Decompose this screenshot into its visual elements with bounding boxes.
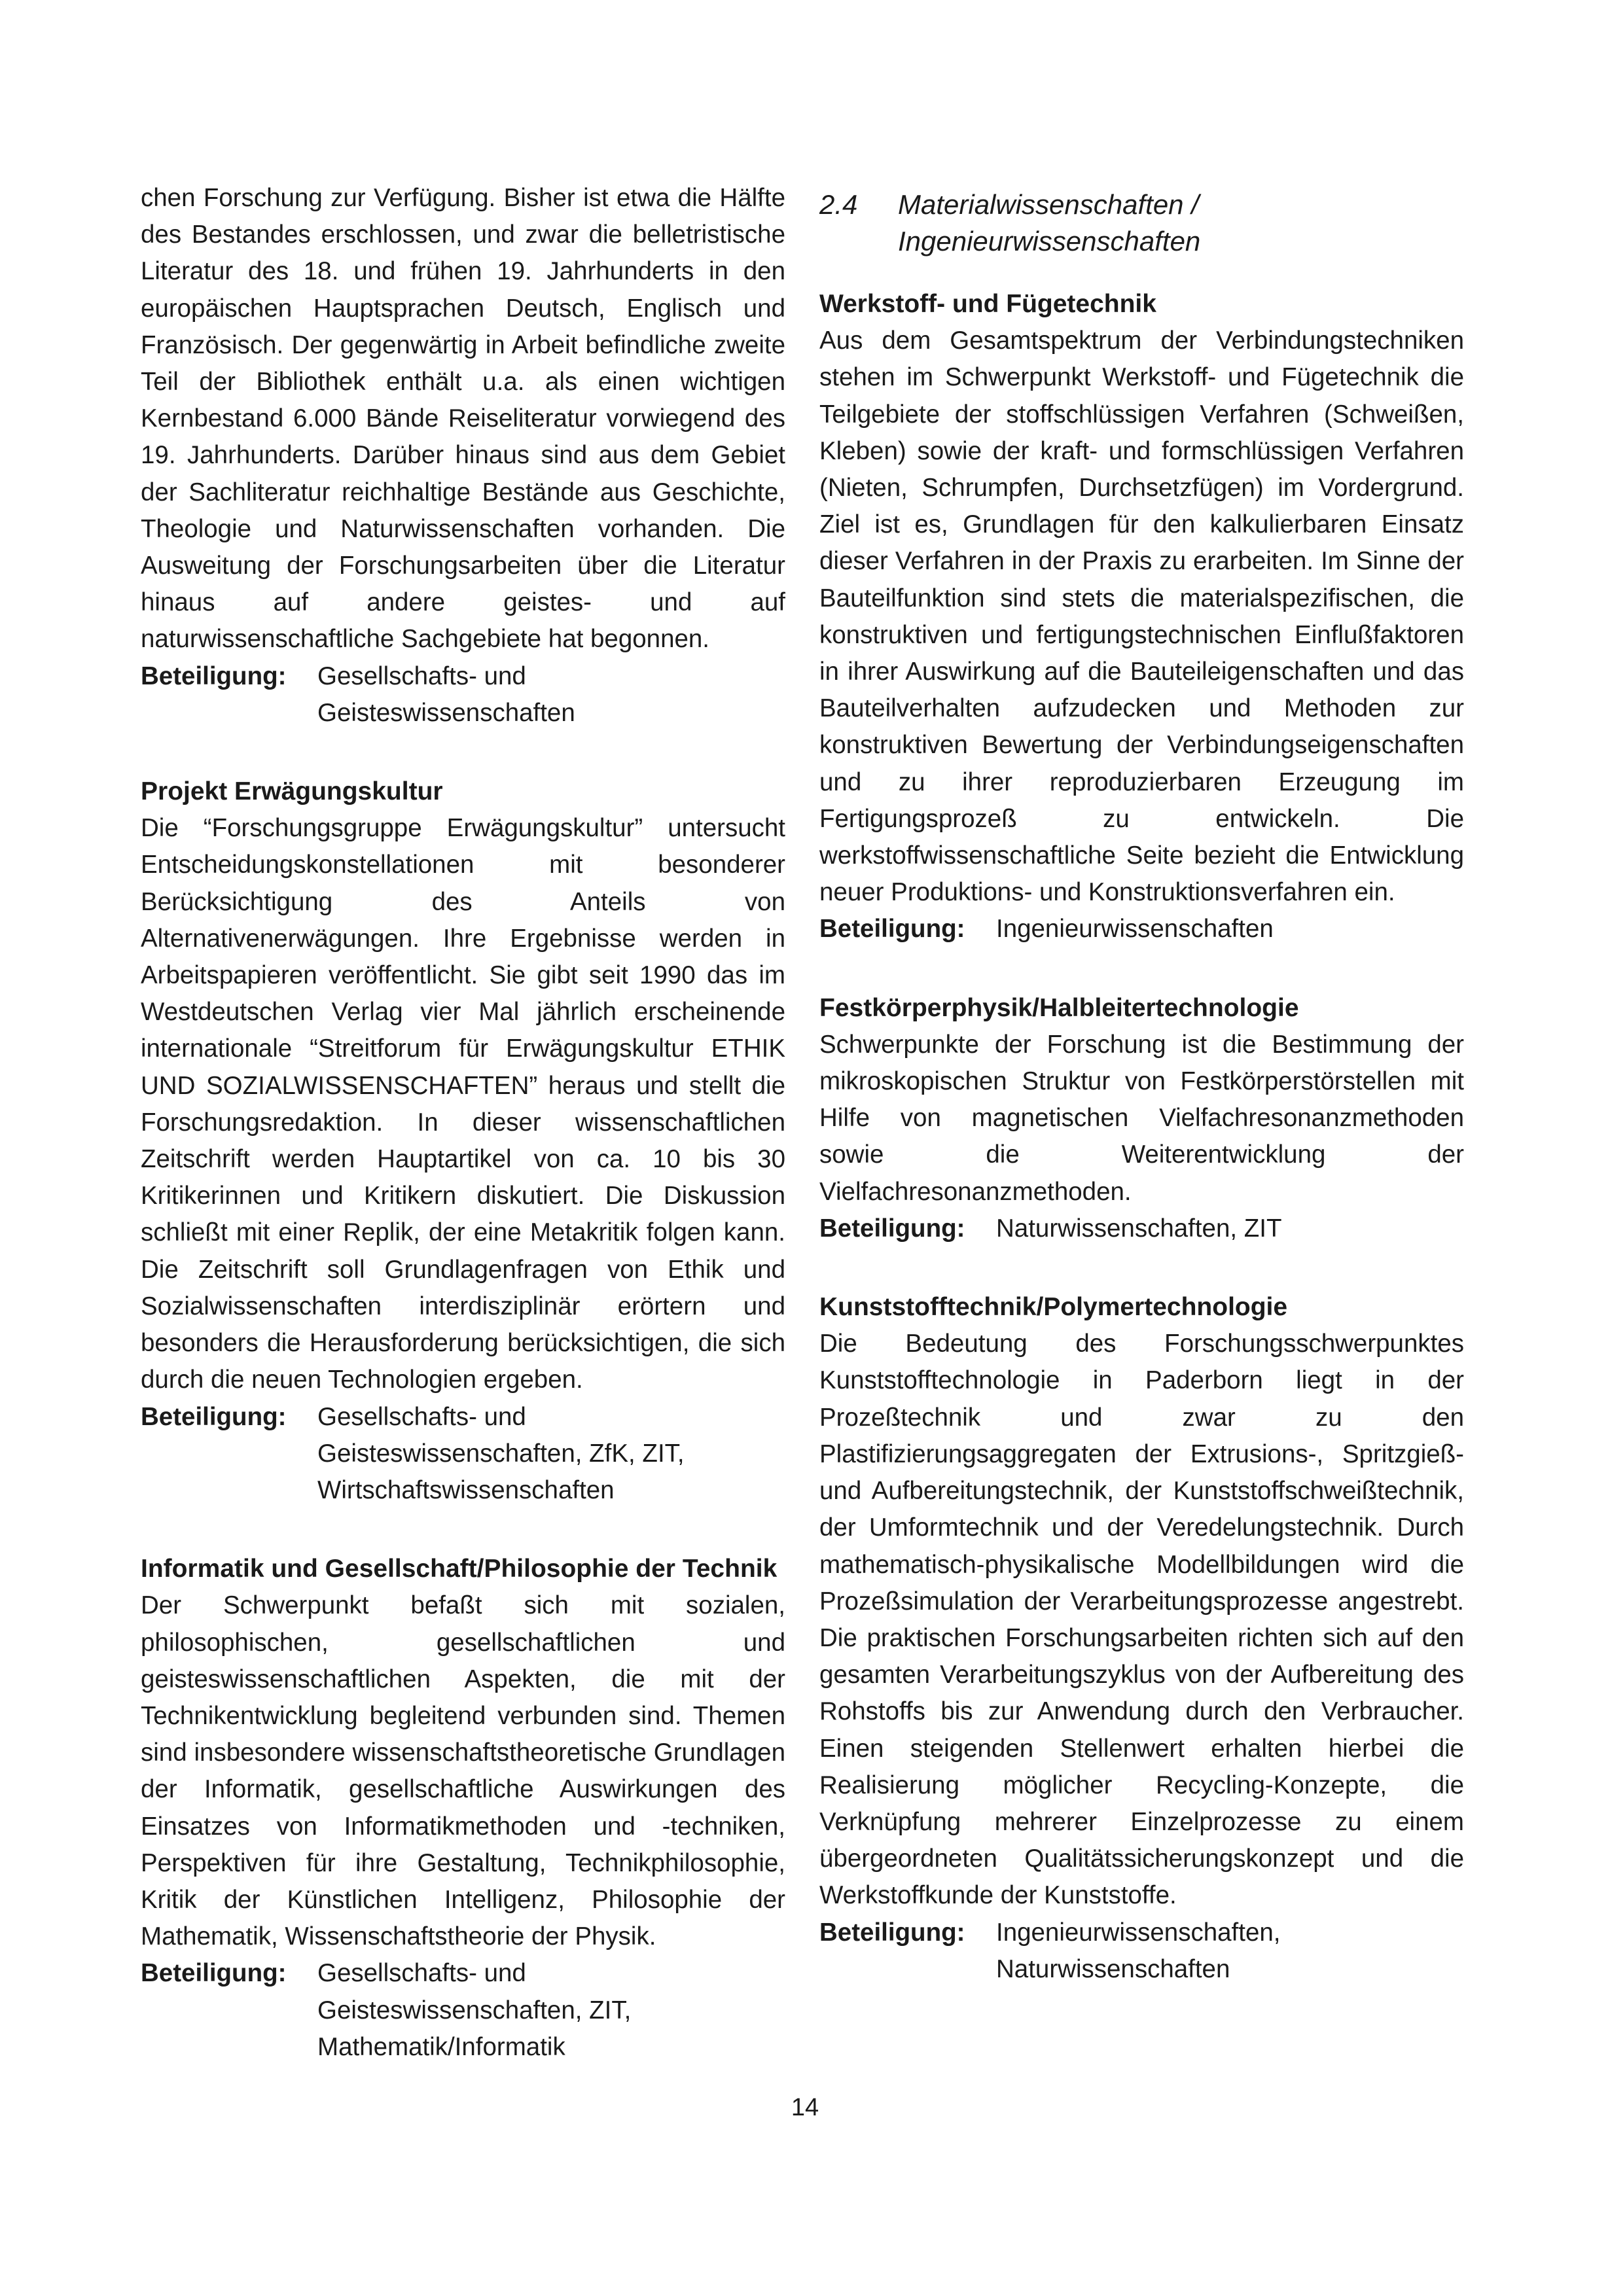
participation-value: Ingenieurwissenschaften xyxy=(996,915,1274,944)
participation-label: Beteiligung: xyxy=(141,1959,287,1988)
section-title-kunststofftechnik: Kunststofftechnik/Polymertechnologie xyxy=(819,1293,1288,1322)
chapter-number: 2.4 xyxy=(819,189,858,220)
participation-value: Naturwissenschaften, ZIT xyxy=(996,1214,1282,1243)
participation-value: Gesellschafts- und Geisteswissenschaften, ZfK, ZIT, Wirtschaftswissenschaften xyxy=(317,1402,685,1504)
intro-participation xyxy=(141,658,785,732)
section-title-informatik: Informatik und Gesellschaft/Philosophie der Technik xyxy=(141,1555,778,1583)
participation-label: Beteiligung: xyxy=(819,915,965,944)
participation-label: Beteiligung: xyxy=(141,662,287,690)
chapter-title: Materialwissenschaften / Ingenieurwissenschaften xyxy=(898,189,1201,256)
participation-werkstoff xyxy=(819,911,1464,947)
chapter-heading xyxy=(819,186,1464,260)
participation-value: Ingenieurwissenschaften, Naturwissenschaften xyxy=(996,1918,1281,1983)
section-body-kunststofftechnik: Die Bedeutung des Forschungsschwerpunktes Kunststofftechnologie in Paderborn liegt in der Prozeßtechnik und zwar zu den Plastifizierungsaggregaten der Extrusions-, Spritzgieß- und Aufbereitungstechnik, der Kunststoffschweißtechnik, der Umformtechnik und der Veredelungstechnik. Durch mathematisch-physikalische Modellbildungen wird die Prozeßsimulation der Verarbeitungsprozesse angestrebt. Die praktischen Forschungsarbeiten richten sich auf den gesamten Verarbeitungszyklus von der Aufbereitung des Rohstoffs bis zur Anwendung durch den Verbraucher. Einen steigenden Stellenwert erhalten hierbei die Realisierung möglicher Recycling-Konzepte, die Verknüpfung mehrerer Einzelprozesse zu einem übergeordneten Qualitätssicherungskonzept und die Werkstoffkunde der Kunststoffe. xyxy=(819,1330,1464,1910)
participation-label: Beteiligung: xyxy=(819,1918,965,1947)
section-title-werkstoff: Werkstoff- und Fügetechnik xyxy=(819,290,1156,318)
section-body-erwaegungskultur: Die “Forschungsgruppe Erwägungskultur” untersucht Entscheidungskonstellationen mit besonderer Berücksichtigung des Anteils von Alternativenerwägungen. Ihre Ergebnisse werden in Arbeitspapieren veröffentlicht. Sie gibt seit 1990 das im Westdeutschen Verlag vier Mal jährlich erscheinende internationale “Streitforum für Erwägungskultur ETHIK UND SOZIALWISSENSCHAFTEN” heraus und stellt die Forschungsredaktion. In dieser wissenschaftlichen Zeitschrift werden Hauptartikel von ca. 10 bis 30 Kritikerinnen und Kritikern diskutiert. Die Diskussion schließt mit einer Replik, der eine Metakritik folgen kann. Die Zeitschrift soll Grundlagenfragen von Ethik und Sozialwissenschaften interdisziplinär erörtern und besonders die Herausforderung berücksichtigen, die sich durch die neuen Technologien ergeben. xyxy=(141,814,785,1394)
section-body-informatik: Der Schwerpunkt befaßt sich mit sozialen, philosophischen, gesellschaftlichen und geisteswissenschaftlichen Aspekten, die mit der Technikentwicklung begleitend verbunden sind. Themen sind insbesondere wissenschaftstheoretische Grundlagen der Informatik, gesellschaftliche Auswirkungen des Einsatzes von Informatikmethoden und -techniken, Perspektiven für ihre Gestaltung, Technikphilosophie, Kritik der Künstlichen Intelligenz, Philosophie der Mathematik, Wissenschaftstheorie der Physik. xyxy=(141,1591,785,1951)
participation-kunststofftechnik xyxy=(819,1915,1464,1988)
participation-value: Gesellschafts- und Geisteswissenschaften, ZIT, Mathematik/Informatik xyxy=(317,1959,632,2061)
participation-festkoerperphysik xyxy=(819,1210,1464,1247)
participation-informatik xyxy=(141,1955,785,2066)
section-title-festkoerperphysik: Festkörperphysik/Halbleitertechnologie xyxy=(819,993,1299,1022)
participation-erwaegungskultur xyxy=(141,1399,785,1510)
section-body-werkstoff: Aus dem Gesamtspektrum der Verbindungstechniken stehen im Schwerpunkt Werkstoff- und Fügetechnik die Teilgebiete der stoffschlüssigen Verfahren (Schweißen, Kleben) sowie der kraft- und formschlüssigen Verfahren (Nieten, Schrumpfen, Durchsetzfügen) im Vordergrund. Ziel ist es, Grundlagen für den kalkulierbaren Einsatz dieser Verfahren in der Praxis zu erarbeiten. Im Sinne der Bauteilfunktion sind stets die materialspezifischen, die konstruktiven und fertigungstechnischen Einflußfaktoren in ihrer Auswirkung auf die Bauteileigenschaften und das Bauteilverhalten aufzudecken und Methoden zur konstruktiven Bewertung der Verbindungseigenschaften und zu ihrer reproduzierbaren Erzeugung im Fertigungsprozeß zu entwickeln. Die werkstoffwissenschaftliche Seite bezieht die Entwicklung neuer Produktions- und Konstruktionsverfahren ein. xyxy=(819,327,1464,907)
section-body-festkoerperphysik: Schwerpunkte der Forschung ist die Bestimmung der mikroskopischen Struktur von Festkörperstörstellen mit Hilfe von magnetischen Vielfachresonanzmethoden sowie die Weiterentwicklung der Vielfachresonanzmethoden. xyxy=(819,1030,1464,1206)
page-number: 14 xyxy=(791,2094,819,2121)
participation-value: Gesellschafts- und Geisteswissenschaften xyxy=(317,662,575,727)
section-title-erwaegungskultur: Projekt Erwägungskultur xyxy=(141,777,443,806)
right-column xyxy=(819,180,1464,1988)
participation-label: Beteiligung: xyxy=(141,1402,287,1431)
participation-label: Beteiligung: xyxy=(819,1214,965,1243)
intro-paragraph: chen Forschung zur Verfügung. Bisher ist etwa die Hälfte des Bestandes erschlossen, und zwar die belletristische Literatur des 18. und frühen 19. Jahrhunderts in den europäischen Hauptsprachen Deutsch, Englisch und Französisch. Der gegenwärtig in Arbeit befindliche zweite Teil der Bibliothek enthält u.a. als einen wichtigen Kernbestand 6.000 Bände Reiseliteratur vorwiegend des 19. Jahrhunderts. Darüber hinaus sind aus dem Gebiet der Sachliteratur reichhaltige Bestände aus Geschichte, Theologie und Naturwissenschaften vorhanden. Die Ausweitung der Forschungsarbeiten über die Literatur hinaus auf andere geistes- und auf naturwissenschaftliche Sachgebiete hat begonnen. xyxy=(141,184,785,654)
left-column xyxy=(141,180,785,2066)
